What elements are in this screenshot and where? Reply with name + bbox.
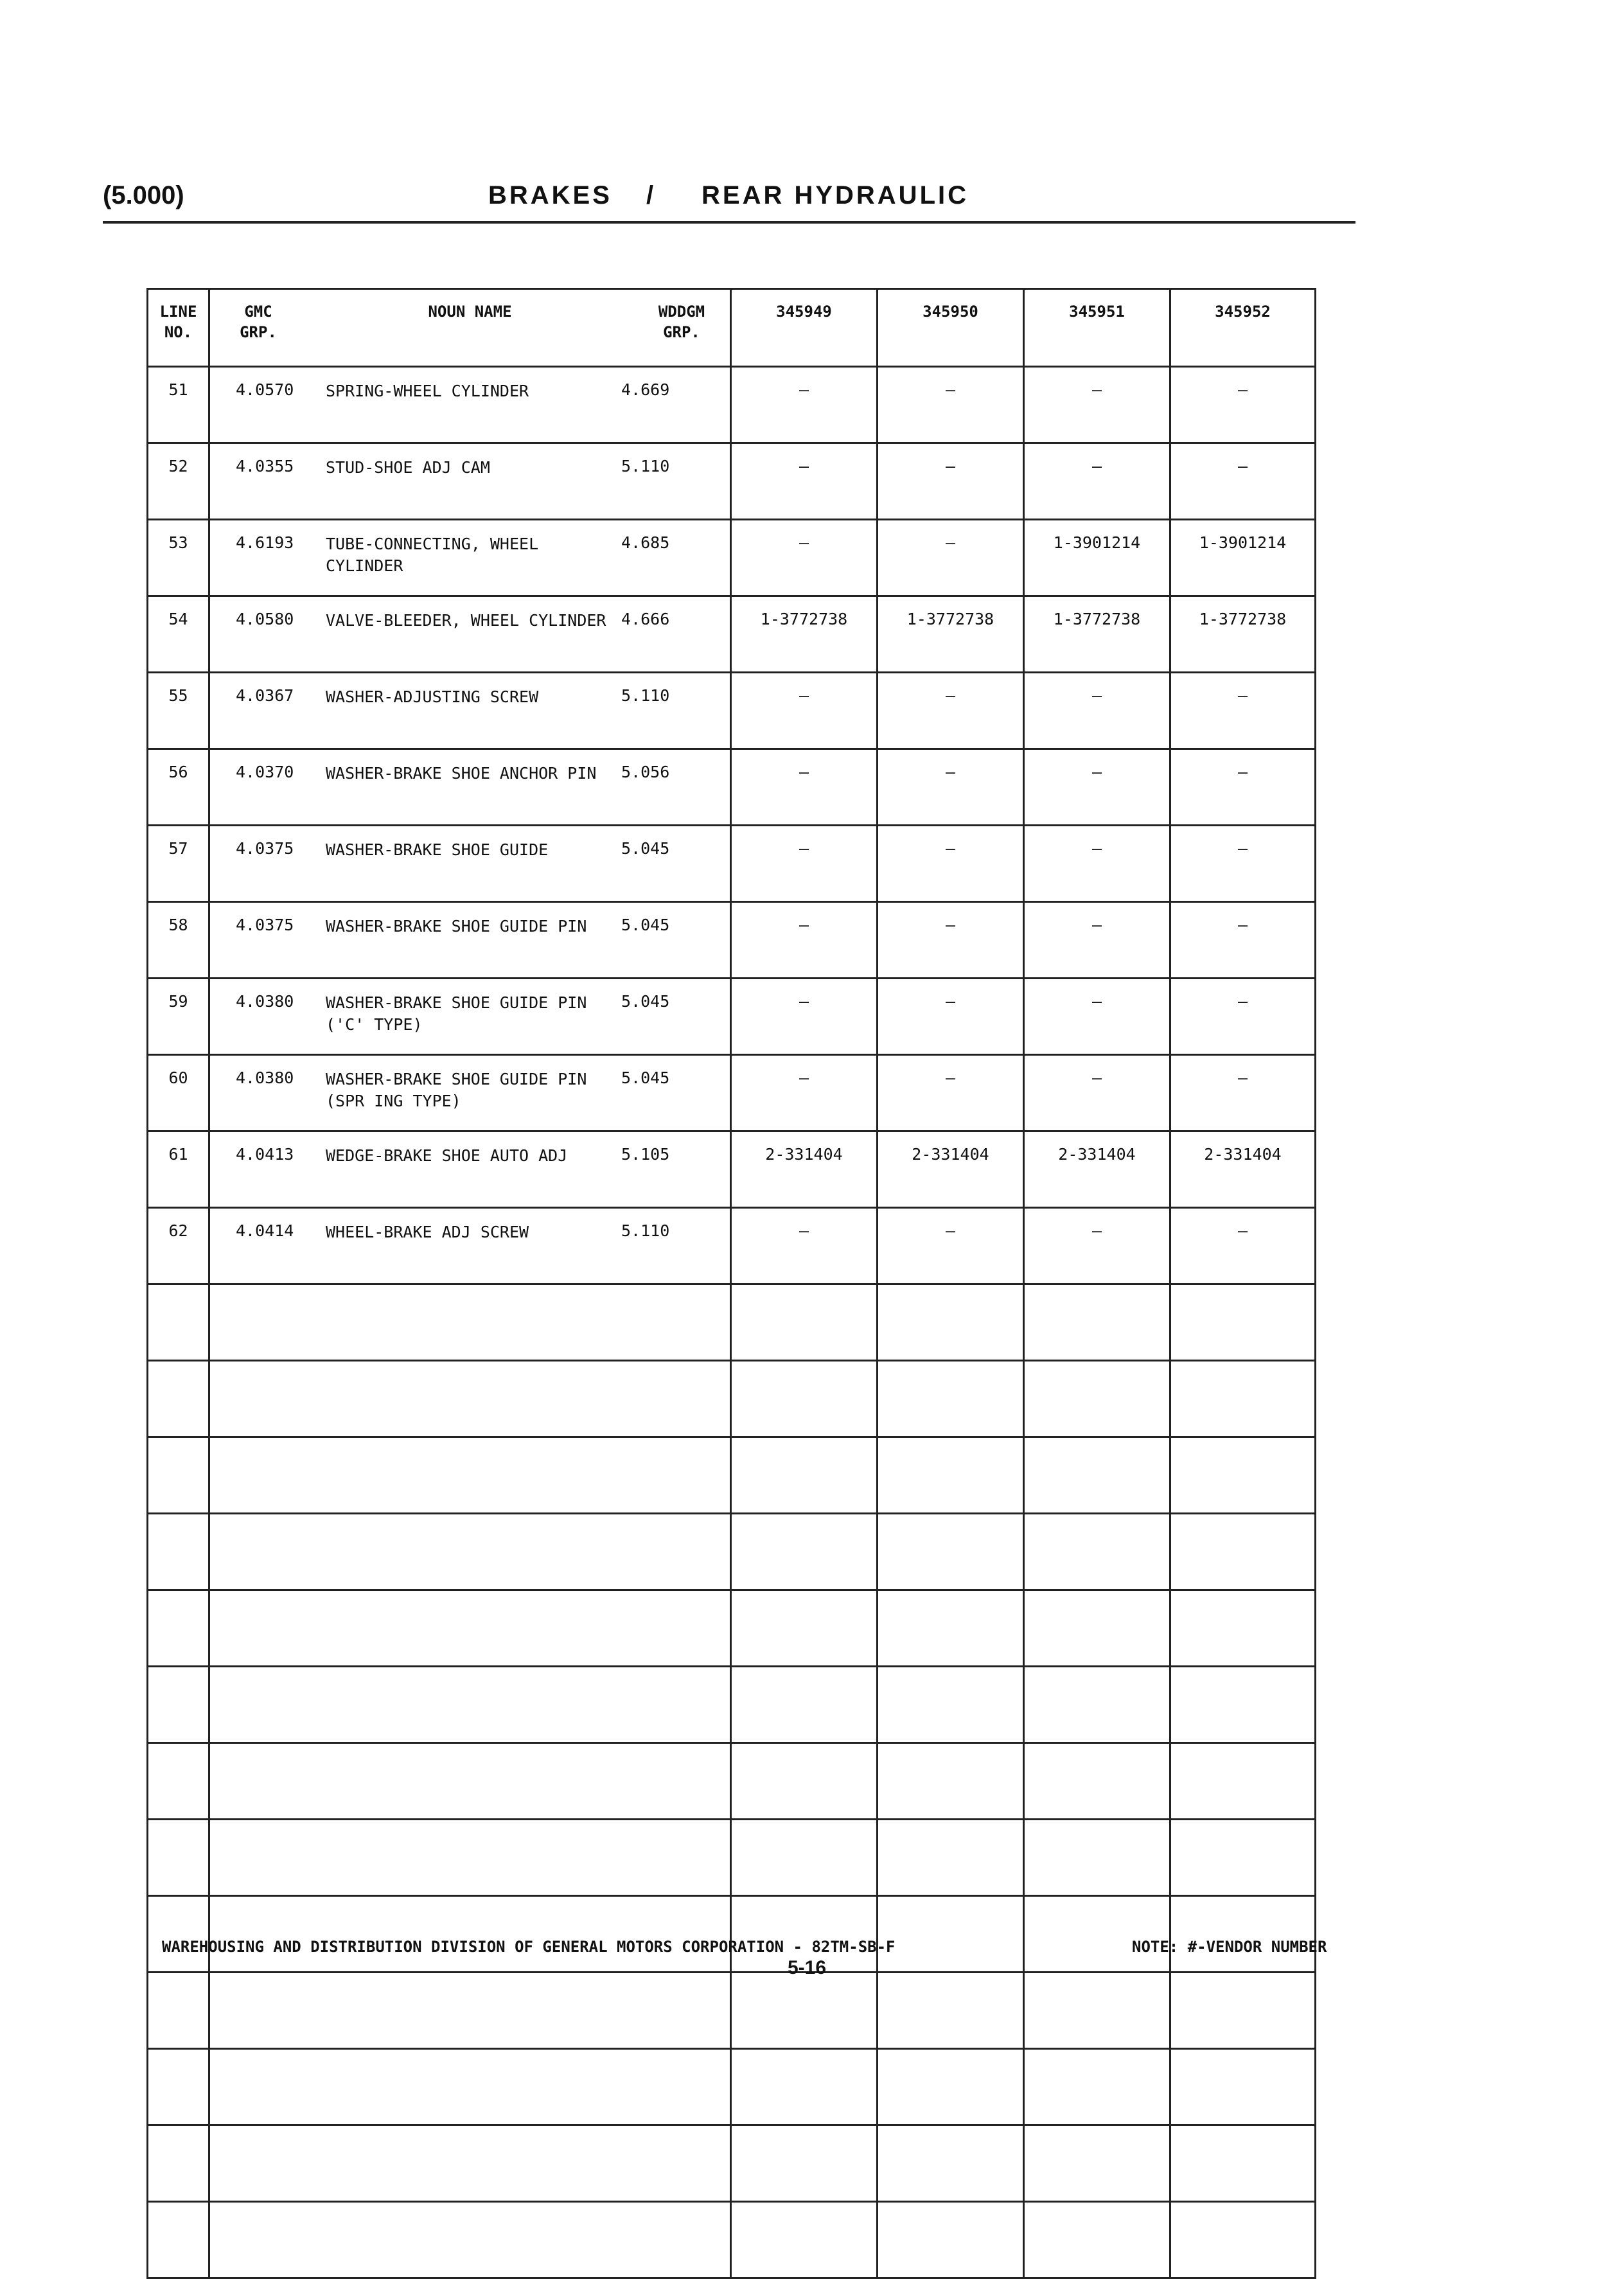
noun-name: WASHER-BRAKE SHOE GUIDE — [326, 840, 549, 859]
empty-table-row — [148, 1973, 1316, 2049]
model-2-part-number: — — [878, 1208, 1024, 1284]
model-3-part-number: — — [1024, 443, 1170, 520]
empty-cell — [1024, 1437, 1170, 1514]
model-1-part-number: — — [731, 826, 878, 902]
col-header-description — [209, 289, 731, 367]
gmc-group: 4.0375 — [236, 839, 294, 858]
empty-cell — [1170, 1284, 1316, 1361]
empty-cell — [878, 1284, 1024, 1361]
empty-cell — [1170, 2125, 1316, 2202]
model-4-part-number: — — [1170, 1208, 1316, 1284]
model-2-part-number: — — [878, 520, 1024, 596]
col-header-model-1: 345949 — [731, 289, 878, 367]
empty-cell — [148, 1437, 209, 1514]
empty-cell — [209, 1667, 731, 1743]
empty-cell — [1170, 1590, 1316, 1667]
line-number: 62 — [148, 1208, 209, 1284]
part-description — [209, 443, 731, 520]
model-3-part-number: — — [1024, 826, 1170, 902]
wddgm-group: 5.110 — [621, 1221, 670, 1240]
parts-table — [146, 288, 1316, 2279]
line-number: 55 — [148, 673, 209, 749]
model-4-part-number: — — [1170, 1055, 1316, 1131]
part-description — [209, 1055, 731, 1131]
empty-table-row — [148, 2049, 1316, 2125]
empty-table-row — [148, 1743, 1316, 1820]
empty-cell — [1170, 1667, 1316, 1743]
line-number: 60 — [148, 1055, 209, 1131]
gmc-group: 4.0413 — [236, 1145, 294, 1164]
empty-table-row — [148, 2202, 1316, 2278]
empty-cell — [731, 1361, 878, 1437]
empty-cell — [209, 2049, 731, 2125]
empty-cell — [731, 1590, 878, 1667]
wddgm-group: 5.110 — [621, 686, 670, 705]
wddgm-group: 5.045 — [621, 916, 670, 934]
empty-cell — [1170, 1896, 1316, 1973]
page-number: 5-16 — [788, 1957, 827, 1978]
empty-table-row — [148, 1437, 1316, 1514]
empty-table-row — [148, 1514, 1316, 1590]
empty-cell — [148, 1361, 209, 1437]
empty-cell — [209, 1590, 731, 1667]
empty-cell — [878, 1896, 1024, 1973]
gmc-group: 4.0380 — [236, 1069, 294, 1087]
wddgm-group: 5.045 — [621, 992, 670, 1011]
noun-name: SPRING-WHEEL CYLINDER — [326, 382, 529, 400]
empty-table-row — [148, 1667, 1316, 1743]
empty-cell — [1024, 1973, 1170, 2049]
empty-table-row — [148, 1590, 1316, 1667]
empty-cell — [1170, 2049, 1316, 2125]
model-3-part-number: — — [1024, 673, 1170, 749]
page-subtitle: REAR HYDRAULIC — [702, 181, 969, 209]
empty-cell — [731, 1743, 878, 1820]
empty-cell — [1170, 1514, 1316, 1590]
model-4-part-number: 1-3772738 — [1170, 596, 1316, 673]
empty-cell — [1024, 2125, 1170, 2202]
empty-cell — [1024, 1284, 1170, 1361]
empty-cell — [1170, 1820, 1316, 1896]
noun-name: WHEEL-BRAKE ADJ SCREW — [326, 1223, 529, 1241]
col-header-model-2: 345950 — [878, 289, 1024, 367]
noun-name: STUD-SHOE ADJ CAM — [326, 458, 490, 477]
empty-cell — [1024, 2049, 1170, 2125]
model-1-part-number: — — [731, 673, 878, 749]
wddgm-group: 4.666 — [621, 610, 670, 628]
table-row — [148, 826, 1316, 902]
part-description — [209, 596, 731, 673]
empty-cell — [148, 1973, 209, 2049]
gmc-group: 4.0570 — [236, 380, 294, 399]
empty-cell — [878, 2202, 1024, 2278]
part-description — [209, 673, 731, 749]
model-4-part-number: — — [1170, 979, 1316, 1055]
model-4-part-number: — — [1170, 749, 1316, 826]
empty-cell — [1024, 1743, 1170, 1820]
noun-name: TUBE-CONNECTING, WHEEL CYLINDER — [326, 535, 539, 575]
model-3-part-number: 1-3901214 — [1024, 520, 1170, 596]
line-number: 59 — [148, 979, 209, 1055]
table-row — [148, 443, 1316, 520]
wddgm-group: 5.110 — [621, 457, 670, 475]
title-separator: / — [646, 181, 654, 209]
table-row — [148, 902, 1316, 979]
empty-cell — [1170, 2202, 1316, 2278]
part-description — [209, 826, 731, 902]
empty-table-row — [148, 1284, 1316, 1361]
part-description — [209, 979, 731, 1055]
model-3-part-number: — — [1024, 979, 1170, 1055]
model-3-part-number: — — [1024, 1055, 1170, 1131]
empty-cell — [878, 1667, 1024, 1743]
col-header-gmc-grp: GMC GRP. — [240, 303, 277, 341]
empty-cell — [731, 1284, 878, 1361]
line-number: 57 — [148, 826, 209, 902]
model-1-part-number: 1-3772738 — [731, 596, 878, 673]
line-number: 56 — [148, 749, 209, 826]
line-number: 51 — [148, 367, 209, 443]
model-3-part-number: 1-3772738 — [1024, 596, 1170, 673]
noun-name: WASHER-ADJUSTING SCREW — [326, 687, 539, 706]
model-1-part-number: 2-331404 — [731, 1131, 878, 1208]
empty-cell — [209, 1820, 731, 1896]
model-2-part-number: — — [878, 826, 1024, 902]
model-4-part-number: 1-3901214 — [1170, 520, 1316, 596]
model-3-part-number: — — [1024, 749, 1170, 826]
empty-cell — [1170, 1361, 1316, 1437]
model-2-part-number: — — [878, 979, 1024, 1055]
empty-table-row — [148, 2125, 1316, 2202]
model-1-part-number: — — [731, 749, 878, 826]
table-row — [148, 1208, 1316, 1284]
wddgm-group: 4.685 — [621, 533, 670, 552]
model-1-part-number: — — [731, 520, 878, 596]
empty-cell — [148, 2049, 209, 2125]
noun-name: WASHER-BRAKE SHOE ANCHOR PIN — [326, 764, 597, 783]
empty-cell — [148, 1590, 209, 1667]
empty-cell — [209, 1437, 731, 1514]
footer-note: NOTE: #-VENDOR NUMBER — [1132, 1938, 1327, 1956]
part-description — [209, 1208, 731, 1284]
empty-cell — [878, 1820, 1024, 1896]
empty-cell — [209, 2202, 731, 2278]
empty-cell — [878, 2125, 1024, 2202]
empty-cell — [1024, 1590, 1170, 1667]
empty-cell — [1024, 1667, 1170, 1743]
gmc-group: 4.0375 — [236, 916, 294, 934]
model-4-part-number: — — [1170, 902, 1316, 979]
empty-cell — [731, 1667, 878, 1743]
empty-cell — [731, 2049, 878, 2125]
wddgm-group: 5.105 — [621, 1145, 670, 1164]
col-header-wddgm-grp: WDDGM GRP. — [658, 303, 705, 341]
model-2-part-number: 2-331404 — [878, 1131, 1024, 1208]
col-header-noun-name: NOUN NAME — [428, 303, 512, 321]
model-2-part-number: — — [878, 902, 1024, 979]
empty-cell — [148, 2125, 209, 2202]
model-3-part-number: — — [1024, 902, 1170, 979]
model-2-part-number: — — [878, 1055, 1024, 1131]
empty-cell — [1024, 2202, 1170, 2278]
wddgm-group: 4.669 — [621, 380, 670, 399]
model-2-part-number: — — [878, 367, 1024, 443]
empty-table-row — [148, 1820, 1316, 1896]
model-4-part-number: — — [1170, 367, 1316, 443]
table-row — [148, 979, 1316, 1055]
empty-cell — [1024, 1514, 1170, 1590]
line-number: 61 — [148, 1131, 209, 1208]
empty-cell — [148, 1667, 209, 1743]
table-row — [148, 749, 1316, 826]
gmc-group: 4.0414 — [236, 1221, 294, 1240]
line-number: 53 — [148, 520, 209, 596]
empty-cell — [878, 1973, 1024, 2049]
model-1-part-number: — — [731, 443, 878, 520]
model-4-part-number: 2-331404 — [1170, 1131, 1316, 1208]
gmc-group: 4.0580 — [236, 610, 294, 628]
model-1-part-number: — — [731, 979, 878, 1055]
model-2-part-number: — — [878, 443, 1024, 520]
empty-cell — [148, 1896, 209, 1973]
model-2-part-number: 1-3772738 — [878, 596, 1024, 673]
part-description — [209, 1131, 731, 1208]
model-4-part-number: — — [1170, 673, 1316, 749]
table-row — [148, 367, 1316, 443]
part-description — [209, 367, 731, 443]
model-4-part-number: — — [1170, 826, 1316, 902]
noun-name: WASHER-BRAKE SHOE GUIDE PIN (SPR ING TYPE) — [326, 1070, 587, 1110]
empty-cell — [878, 1361, 1024, 1437]
gmc-group: 4.0355 — [236, 457, 294, 475]
table-header-row — [148, 289, 1316, 367]
empty-cell — [731, 1437, 878, 1514]
wddgm-group: 5.056 — [621, 763, 670, 781]
wddgm-group: 5.045 — [621, 839, 670, 858]
empty-cell — [1024, 1361, 1170, 1437]
footer-publisher: WAREHOUSING AND DISTRIBUTION DIVISION OF GENERAL MOTORS CORPORATION - 82TM-SB-F — [162, 1938, 896, 1956]
header-rule — [103, 221, 1355, 224]
empty-cell — [878, 1514, 1024, 1590]
gmc-group: 4.0380 — [236, 992, 294, 1011]
model-1-part-number: — — [731, 902, 878, 979]
gmc-group: 4.6193 — [236, 533, 294, 552]
empty-cell — [209, 1973, 731, 2049]
empty-cell — [209, 1284, 731, 1361]
noun-name: WASHER-BRAKE SHOE GUIDE PIN ('C' TYPE) — [326, 993, 587, 1034]
model-1-part-number: — — [731, 367, 878, 443]
table-row — [148, 520, 1316, 596]
empty-cell — [1024, 1896, 1170, 1973]
empty-cell — [1170, 1743, 1316, 1820]
model-4-part-number: — — [1170, 443, 1316, 520]
table-row — [148, 596, 1316, 673]
noun-name: VALVE-BLEEDER, WHEEL CYLINDER — [326, 611, 606, 630]
line-number: 54 — [148, 596, 209, 673]
noun-name: WASHER-BRAKE SHOE GUIDE PIN — [326, 917, 587, 936]
part-description — [209, 749, 731, 826]
empty-cell — [731, 2202, 878, 2278]
model-3-part-number: — — [1024, 1208, 1170, 1284]
empty-cell — [209, 2125, 731, 2202]
empty-cell — [209, 1361, 731, 1437]
empty-table-row — [148, 1361, 1316, 1437]
part-description — [209, 902, 731, 979]
empty-cell — [878, 2049, 1024, 2125]
model-2-part-number: — — [878, 673, 1024, 749]
model-2-part-number: — — [878, 749, 1024, 826]
empty-cell — [148, 1743, 209, 1820]
empty-cell — [209, 1514, 731, 1590]
empty-cell — [148, 2202, 209, 2278]
empty-cell — [1170, 1437, 1316, 1514]
gmc-group: 4.0370 — [236, 763, 294, 781]
empty-cell — [148, 1284, 209, 1361]
part-description — [209, 520, 731, 596]
empty-cell — [731, 1973, 878, 2049]
empty-cell — [731, 1514, 878, 1590]
table-row — [148, 1055, 1316, 1131]
empty-cell — [878, 1437, 1024, 1514]
section-number: (5.000) — [103, 181, 184, 209]
col-header-model-4: 345952 — [1170, 289, 1316, 367]
empty-cell — [731, 2125, 878, 2202]
table-row — [148, 673, 1316, 749]
empty-cell — [1024, 1820, 1170, 1896]
model-3-part-number: — — [1024, 367, 1170, 443]
empty-cell — [209, 1743, 731, 1820]
noun-name: WEDGE-BRAKE SHOE AUTO ADJ — [326, 1146, 568, 1165]
table-row — [148, 1131, 1316, 1208]
model-1-part-number: — — [731, 1208, 878, 1284]
empty-cell — [148, 1514, 209, 1590]
model-3-part-number: 2-331404 — [1024, 1131, 1170, 1208]
line-number: 58 — [148, 902, 209, 979]
empty-cell — [209, 1896, 731, 1973]
wddgm-group: 5.045 — [621, 1069, 670, 1087]
empty-cell — [731, 1820, 878, 1896]
line-number: 52 — [148, 443, 209, 520]
empty-cell — [878, 1743, 1024, 1820]
page-title: BRAKES — [488, 181, 612, 209]
empty-cell — [878, 1590, 1024, 1667]
col-header-line: LINE NO. — [148, 289, 209, 367]
gmc-group: 4.0367 — [236, 686, 294, 705]
col-header-model-3: 345951 — [1024, 289, 1170, 367]
model-1-part-number: — — [731, 1055, 878, 1131]
empty-cell — [1170, 1973, 1316, 2049]
empty-cell — [148, 1820, 209, 1896]
empty-table-row — [148, 1896, 1316, 1973]
